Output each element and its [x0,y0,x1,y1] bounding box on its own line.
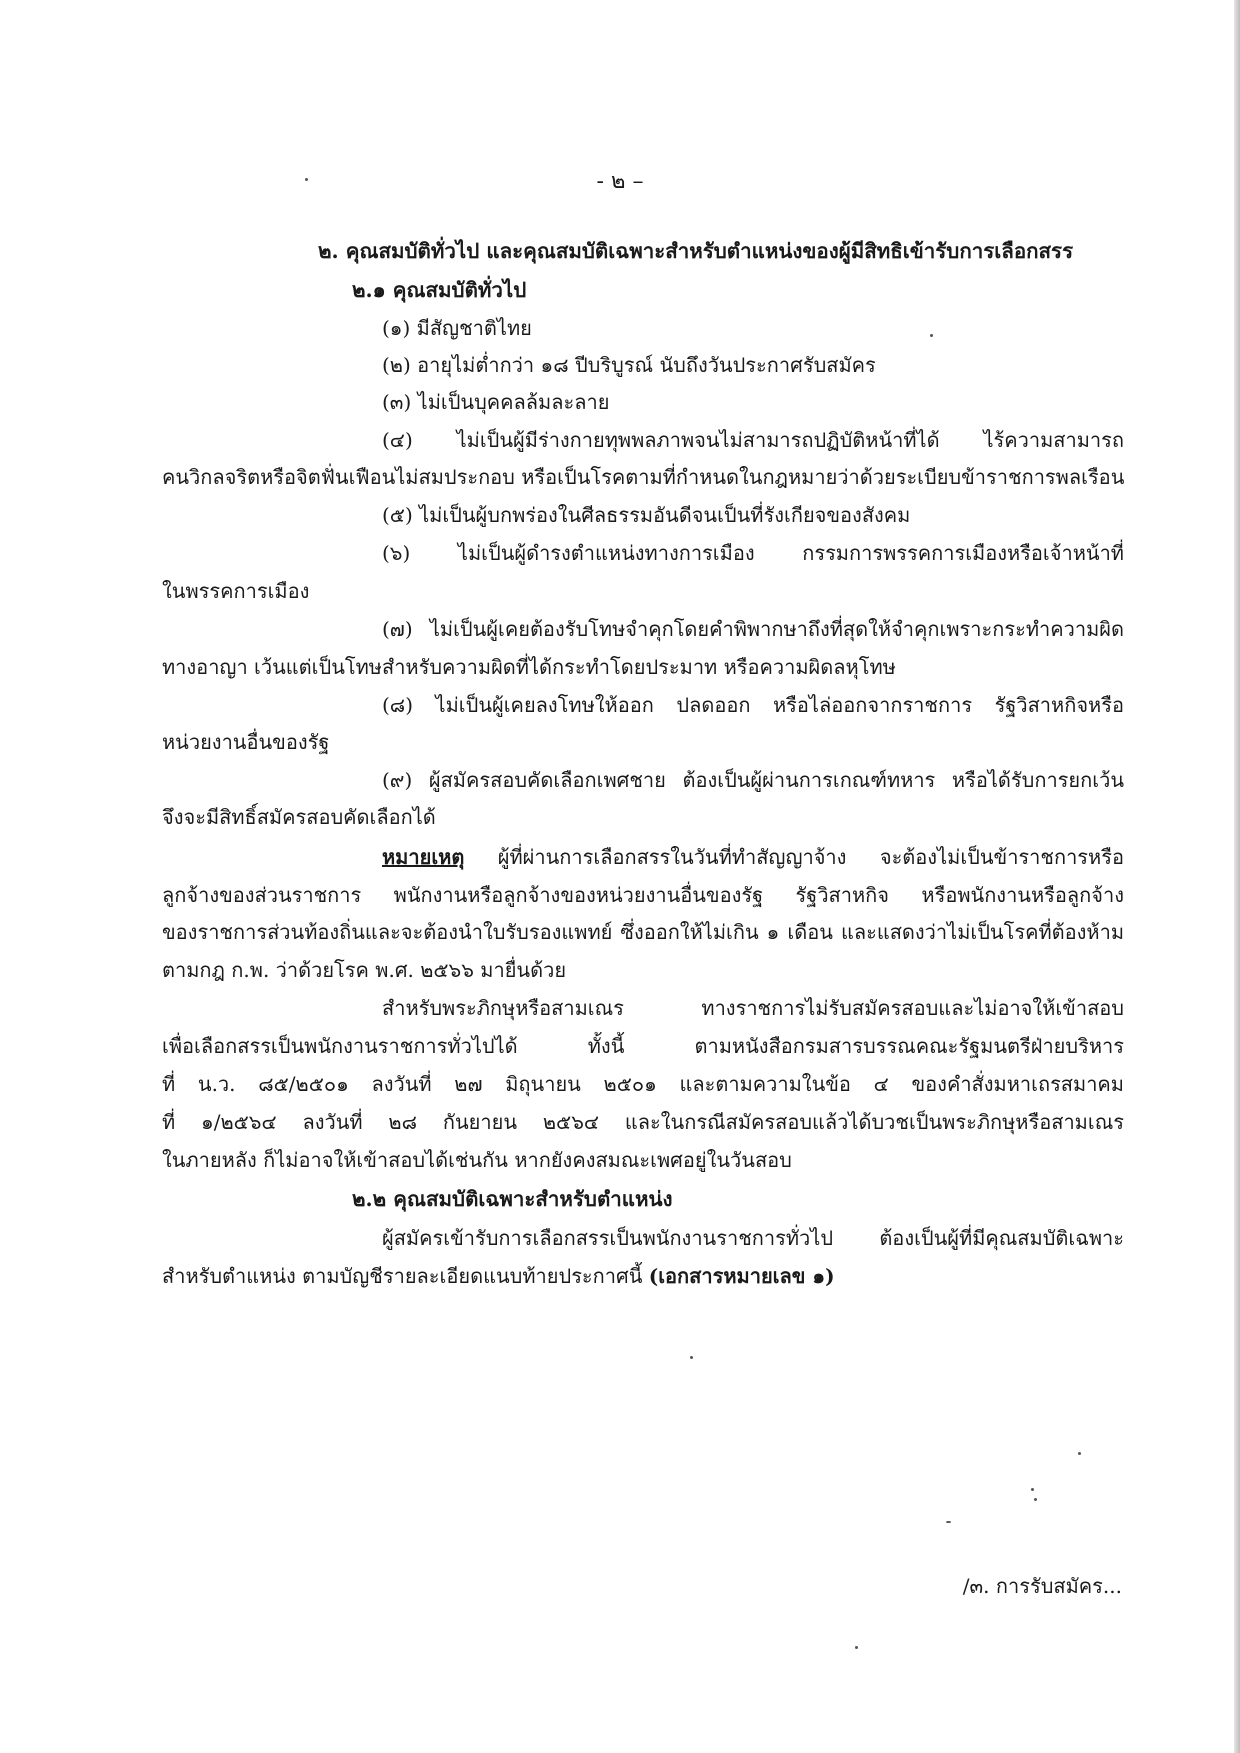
item-6-line-1: (๖) ไม่เป็นผู้ดำรงตำแหน่งทางการเมือง กรรมการพรรคการเมืองหรือเจ้าหน้าที่ [382,541,1124,565]
scan-speck [1031,1488,1034,1491]
section-2-heading: ๒. คุณสมบัติทั่วไป และคุณสมบัติเฉพาะสำหรับตำแหน่งของผู้มีสิทธิเข้ารับการเลือกสรร [318,239,1074,263]
monk-line-2: เพื่อเลือกสรรเป็นพนักงานราชการทั่วไปได้ ทั้งนี้ ตามหนังสือกรมสารบรรณคณะรัฐมนตรีฝ่ายบริหาร [162,1034,1124,1058]
document-reference: (เอกสารหมายเลข ๑) [648,1264,835,1288]
section-2-1-heading: ๒.๑ คุณสมบัติทั่วไป [352,278,527,302]
monk-line-3: ที่ น.ว. ๘๕/๒๕๐๑ ลงวันที่ ๒๗ มิถุนายน ๒๕๐๑ และตามความในข้อ ๔ ของคำสั่งมหาเถรสมาคม [162,1072,1124,1096]
item-8-line-1: (๘) ไม่เป็นผู้เคยลงโทษให้ออก ปลดออก หรือไล่ออกจากราชการ รัฐวิสาหกิจหรือ [382,693,1124,717]
item-6-line-2: ในพรรคการเมือง [162,579,310,603]
scan-speck [946,1521,951,1523]
item-8-line-2: หน่วยงานอื่นของรัฐ [162,730,330,754]
note-line-1 [382,842,1124,872]
item-4-line-2: คนวิกลจริตหรือจิตฟั่นเฟือนไม่สมประกอบ หรือเป็นโรคตามที่กำหนดในกฎหมายว่าด้วยระเบียบข้าราชการพลเรือน [162,465,1125,489]
scan-speck [1078,1452,1081,1455]
note-line-3: ของราชการส่วนท้องถิ่นและจะต้องนำใบรับรองแพทย์ ซึ่งออกให้ไม่เกิน ๑ เดือน และแสดงว่าไม่เป็นโรคที่ต้องห้าม [162,920,1124,944]
monk-line-1: สำหรับพระภิกษุหรือสามเณร ทางราชการไม่รับสมัครสอบและไม่อาจให้เข้าสอบ [382,996,1124,1020]
item-2: (๒) อายุไม่ต่ำกว่า ๑๘ ปีบริบูรณ์ นับถึงวันประกาศรับสมัคร [382,353,876,377]
item-1: (๑) มีสัญชาติไทย [382,316,532,340]
specific-text: สำหรับตำแหน่ง ตามบัญชีรายละเอียดแนบท้ายประกาศนี้ [162,1264,649,1288]
item-7-line-2: ทางอาญา เว้นแต่เป็นโทษสำหรับความผิดที่ได้กระทำโดยประมาท หรือความผิดลหุโทษ [162,655,896,679]
item-5: (๕) ไม่เป็นผู้บกพร่องในศีลธรรมอันดีจนเป็นที่รังเกียจของสังคม [382,503,911,527]
item-7-line-1: (๗) ไม่เป็นผู้เคยต้องรับโทษจำคุกโดยคำพิพากษาถึงที่สุดให้จำคุกเพราะกระทำความผิด [382,617,1124,641]
continuation-marker: /๓. การรับสมัคร... [962,1574,1122,1598]
scan-edge [1234,0,1240,1753]
note-line-2: ลูกจ้างของส่วนราชการ พนักงานหรือลูกจ้างของหน่วยงานอื่นของรัฐ รัฐวิสาหกิจ หรือพนักงานหรือลูกจ้าง [162,883,1124,907]
item-9-line-1: (๙) ผู้สมัครสอบคัดเลือกเพศชาย ต้องเป็นผู้ผ่านการเกณฑ์ทหาร หรือได้รับการยกเว้น [382,768,1124,792]
scan-speck [305,178,308,181]
note-line-4: ตามกฎ ก.พ. ว่าด้วยโรค พ.ศ. ๒๕๖๖ มายื่นด้วย [162,958,567,982]
item-9-line-2: จึงจะมีสิทธิ์สมัครสอบคัดเลือกได้ [162,805,436,829]
scan-speck [930,334,933,337]
section-2-2-heading: ๒.๒ คุณสมบัติเฉพาะสำหรับตำแหน่ง [352,1187,673,1211]
note-label: หมายเหตุ [382,845,465,869]
scan-speck [1034,1498,1037,1501]
specific-line-1: ผู้สมัครเข้ารับการเลือกสรรเป็นพนักงานราชการทั่วไป ต้องเป็นผู้ที่มีคุณสมบัติเฉพาะ [382,1226,1124,1250]
note-text: ผู้ที่ผ่านการเลือกสรรในวันที่ทำสัญญาจ้าง จะต้องไม่เป็นข้าราชการหรือ [464,845,1124,869]
item-4-line-1: (๔) ไม่เป็นผู้มีร่างกายทุพพลภาพจนไม่สามารถปฏิบัติหน้าที่ได้ ไร้ความสามารถ [382,428,1124,452]
item-3: (๓) ไม่เป็นบุคคลล้มละลาย [382,390,610,414]
page-number: - ๒ – [596,169,644,194]
monk-line-5: ในภายหลัง ก็ไม่อาจให้เข้าสอบได้เช่นกัน หากยังคงสมณะเพศอยู่ในวันสอบ [162,1148,792,1172]
monk-line-4: ที่ ๑/๒๕๖๔ ลงวันที่ ๒๘ กันยายน ๒๕๖๔ และในกรณีสมัครสอบแล้วได้บวชเป็นพระภิกษุหรือสามเณร [162,1110,1124,1134]
specific-line-2 [162,1261,835,1291]
scan-speck [690,1356,693,1359]
scan-speck [855,1646,858,1649]
